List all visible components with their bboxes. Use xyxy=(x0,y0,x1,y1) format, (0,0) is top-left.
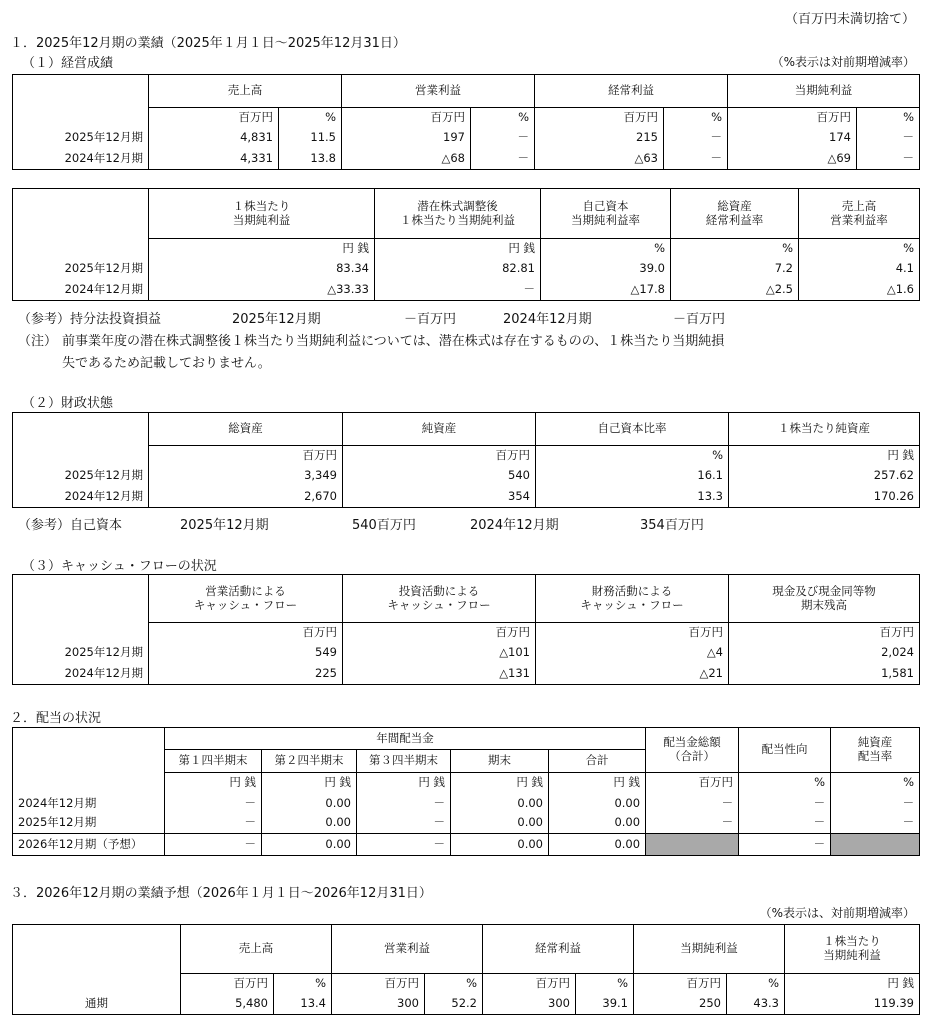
forecast-header: 経常利益 xyxy=(483,925,634,974)
value-cell: － xyxy=(831,814,920,834)
value-cell: 0.00 xyxy=(262,814,357,834)
financial-header: 総資産 xyxy=(149,413,343,446)
value-cell: 257.62 xyxy=(729,466,920,487)
value-cell: △17.8 xyxy=(541,280,671,301)
table-row xyxy=(13,280,920,301)
value-cell: 354 xyxy=(343,487,536,508)
value-cell: 4.1 xyxy=(799,259,920,280)
value-cell: 11.5 xyxy=(279,128,342,149)
dividend-sub-header: 合計 xyxy=(549,750,646,773)
row-label: 2025年12月期 xyxy=(13,643,149,664)
ref-period-1: 2025年12月期 xyxy=(232,312,321,327)
value-cell: 549 xyxy=(149,643,343,664)
financial-position-table xyxy=(12,412,920,508)
value-cell: － xyxy=(739,814,831,834)
value-cell: 540 xyxy=(343,466,536,487)
row-label: 2024年12月期 xyxy=(13,149,149,170)
per-share-header: 潜在株式調整後 １株当たり当期純利益 xyxy=(375,189,541,239)
dividend-corner xyxy=(13,728,165,794)
unit-cell: 百万円 xyxy=(332,974,425,994)
value-cell: 13.4 xyxy=(274,994,332,1015)
value-cell: △1.6 xyxy=(799,280,920,301)
value-cell: － xyxy=(357,794,451,814)
cash-flow-header: 投資活動による キャッシュ・フロー xyxy=(343,575,536,623)
per-share-corner xyxy=(13,189,149,259)
dividend-sub-header: 第３四半期末 xyxy=(357,750,451,773)
unit-cell: 百万円 xyxy=(729,623,920,643)
dividend-side-header: 配当性向 xyxy=(739,728,831,773)
unit-cell: 円 銭 xyxy=(262,773,357,794)
cash-flow-header: 営業活動による キャッシュ・フロー xyxy=(149,575,343,623)
section-2-title: ２．配当の状況 xyxy=(10,711,102,726)
section-3-title: ３．2026年12月期の業績予想（2026年１月１日～2026年12月31日） xyxy=(10,886,432,901)
unit-cell: % xyxy=(727,974,785,994)
unit-cell: 円 銭 xyxy=(451,773,549,794)
per-share-header: 売上高 営業利益率 xyxy=(799,189,920,239)
value-cell: △63 xyxy=(535,149,664,170)
value-cell: － xyxy=(664,149,728,170)
value-cell: △101 xyxy=(343,643,536,664)
cash-flow-corner xyxy=(13,575,149,643)
row-label: 2024年12月期 xyxy=(13,280,149,301)
value-cell: 2,024 xyxy=(729,643,920,664)
section-1-1-title: （１）経営成績 xyxy=(22,56,114,71)
unit-cell: % xyxy=(664,108,728,128)
ref-value-1: －百万円 xyxy=(404,312,457,327)
value-cell: 300 xyxy=(332,994,425,1015)
row-label: 2024年12月期 xyxy=(13,487,149,508)
table-row xyxy=(13,794,920,814)
value-cell: 0.00 xyxy=(549,834,646,856)
value-cell: － xyxy=(471,128,535,149)
financial-header: 純資産 xyxy=(343,413,536,446)
ref-value-2: 354百万円 xyxy=(640,518,704,533)
value-cell: △2.5 xyxy=(671,280,799,301)
row-label: 2025年12月期 xyxy=(13,814,165,834)
value-cell: 0.00 xyxy=(262,794,357,814)
value-cell: △33.33 xyxy=(149,280,375,301)
ref-value-2: －百万円 xyxy=(673,312,726,327)
value-cell: 170.26 xyxy=(729,487,920,508)
value-cell: 83.34 xyxy=(149,259,375,280)
per-share-header: 自己資本 当期純利益率 xyxy=(541,189,671,239)
note-text-line-2: 失であるため記載しておりません。 xyxy=(62,356,271,371)
value-cell: 43.3 xyxy=(727,994,785,1015)
value-cell: 16.1 xyxy=(536,466,729,487)
results-header: 経常利益 xyxy=(535,75,728,108)
dividend-side-header: 配当金総額 （合計） xyxy=(646,728,739,773)
unit-cell: 円 銭 xyxy=(785,974,920,994)
section-1-2-title: （２）財政状態 xyxy=(22,396,114,411)
unit-cell: % xyxy=(541,239,671,259)
unit-cell: % xyxy=(274,974,332,994)
financial-header: １株当たり純資産 xyxy=(729,413,920,446)
financial-header: 自己資本比率 xyxy=(536,413,729,446)
row-label: 2025年12月期 xyxy=(13,466,149,487)
unit-cell: 百万円 xyxy=(343,623,536,643)
ref-equity-method-label: （参考）持分法投資損益 xyxy=(18,312,162,327)
ref-period-2: 2024年12月期 xyxy=(470,518,559,533)
value-cell: 250 xyxy=(634,994,727,1015)
value-cell: 215 xyxy=(535,128,664,149)
value-cell: － xyxy=(739,794,831,814)
unit-cell: % xyxy=(425,974,483,994)
unit-cell: 円 銭 xyxy=(165,773,262,794)
value-cell: 4,331 xyxy=(149,149,279,170)
value-cell: － xyxy=(857,128,920,149)
forecast-header: 売上高 xyxy=(181,925,332,974)
table-row xyxy=(13,814,920,834)
value-cell: 3,349 xyxy=(149,466,343,487)
table-row xyxy=(13,834,920,856)
per-share-header: 総資産 経常利益率 xyxy=(671,189,799,239)
unit-cell: 百万円 xyxy=(149,623,343,643)
table-row xyxy=(13,466,920,487)
unit-cell: 円 銭 xyxy=(729,446,920,466)
section-1-3-title: （３）キャッシュ・フローの状況 xyxy=(22,559,217,574)
results-table xyxy=(12,74,920,170)
row-label: 2025年12月期 xyxy=(13,259,149,280)
unit-cell: % xyxy=(576,974,634,994)
row-label: 2024年12月期 xyxy=(13,664,149,685)
value-cell: △21 xyxy=(536,664,729,685)
value-cell: 13.8 xyxy=(279,149,342,170)
row-label: 2026年12月期（予想） xyxy=(13,834,165,856)
value-cell: 39.1 xyxy=(576,994,634,1015)
cash-flow-header: 現金及び現金同等物 期末残高 xyxy=(729,575,920,623)
unit-cell: 円 銭 xyxy=(149,239,375,259)
value-cell: △131 xyxy=(343,664,536,685)
value-cell: 5,480 xyxy=(181,994,274,1015)
per-share-table xyxy=(12,188,920,301)
note-label: （注） xyxy=(18,334,58,349)
table-row xyxy=(13,664,920,685)
dividend-sub-header: 第１四半期末 xyxy=(165,750,262,773)
unit-cell: 百万円 xyxy=(536,623,729,643)
section-3-note: （%表示は、対前期増減率） xyxy=(759,906,915,920)
unit-cell: 百万円 xyxy=(535,108,664,128)
table-row xyxy=(13,149,920,170)
unit-cell: 円 銭 xyxy=(375,239,541,259)
value-cell: 0.00 xyxy=(451,834,549,856)
value-cell: 0.00 xyxy=(451,794,549,814)
value-cell: △68 xyxy=(342,149,471,170)
value-cell: － xyxy=(375,280,541,301)
dividend-table xyxy=(12,727,920,856)
per-share-header: １株当たり 当期純利益 xyxy=(149,189,375,239)
value-cell: 0.00 xyxy=(451,814,549,834)
shaded-cell xyxy=(646,834,739,856)
unit-note: （百万円未満切捨て） xyxy=(784,12,915,27)
ref-period-1: 2025年12月期 xyxy=(180,518,269,533)
forecast-corner xyxy=(13,925,181,994)
value-cell: 119.39 xyxy=(785,994,920,1015)
shaded-cell xyxy=(831,834,920,856)
value-cell: 1,581 xyxy=(729,664,920,685)
value-cell: 225 xyxy=(149,664,343,685)
value-cell: △69 xyxy=(728,149,857,170)
unit-cell: 百万円 xyxy=(646,773,739,794)
value-cell: 52.2 xyxy=(425,994,483,1015)
value-cell: 0.00 xyxy=(549,794,646,814)
cash-flow-header: 財務活動による キャッシュ・フロー xyxy=(536,575,729,623)
value-cell: 197 xyxy=(342,128,471,149)
value-cell: － xyxy=(165,814,262,834)
unit-cell: 百万円 xyxy=(634,974,727,994)
value-cell: － xyxy=(831,794,920,814)
dividend-sub-header: 第２四半期末 xyxy=(262,750,357,773)
value-cell: － xyxy=(646,794,739,814)
unit-cell: 円 銭 xyxy=(549,773,646,794)
value-cell: － xyxy=(471,149,535,170)
value-cell: － xyxy=(165,794,262,814)
unit-cell: % xyxy=(857,108,920,128)
results-header: 売上高 xyxy=(149,75,342,108)
results-corner xyxy=(13,75,149,128)
unit-cell: % xyxy=(739,773,831,794)
row-label: 2024年12月期 xyxy=(13,794,165,814)
unit-cell: 百万円 xyxy=(483,974,576,994)
forecast-table xyxy=(12,924,920,1015)
unit-cell: 百万円 xyxy=(342,108,471,128)
table-row xyxy=(13,643,920,664)
ref-period-2: 2024年12月期 xyxy=(503,312,592,327)
row-label: 通期 xyxy=(13,994,181,1015)
forecast-header: １株当たり 当期純利益 xyxy=(785,925,920,974)
value-cell: 13.3 xyxy=(536,487,729,508)
unit-cell: 百万円 xyxy=(728,108,857,128)
unit-cell: 百万円 xyxy=(149,446,343,466)
value-cell: － xyxy=(165,834,262,856)
table-row xyxy=(13,994,920,1015)
section-1-1-note: （%表示は対前期増減率） xyxy=(771,55,915,69)
value-cell: △4 xyxy=(536,643,729,664)
value-cell: 7.2 xyxy=(671,259,799,280)
unit-cell: % xyxy=(536,446,729,466)
unit-cell: % xyxy=(671,239,799,259)
annual-dividend-header: 年間配当金 xyxy=(165,728,646,750)
forecast-header: 営業利益 xyxy=(332,925,483,974)
ref-equity-label: （参考）自己資本 xyxy=(18,518,123,533)
unit-cell: % xyxy=(471,108,535,128)
row-label: 2025年12月期 xyxy=(13,128,149,149)
value-cell: 2,670 xyxy=(149,487,343,508)
unit-cell: % xyxy=(831,773,920,794)
value-cell: － xyxy=(357,834,451,856)
value-cell: － xyxy=(739,834,831,856)
dividend-sub-header: 期末 xyxy=(451,750,549,773)
results-header: 当期純利益 xyxy=(728,75,920,108)
value-cell: 0.00 xyxy=(262,834,357,856)
value-cell: － xyxy=(357,814,451,834)
value-cell: － xyxy=(664,128,728,149)
value-cell: 82.81 xyxy=(375,259,541,280)
value-cell: 0.00 xyxy=(549,814,646,834)
unit-cell: % xyxy=(279,108,342,128)
value-cell: － xyxy=(857,149,920,170)
value-cell: 39.0 xyxy=(541,259,671,280)
cash-flow-table xyxy=(12,574,920,685)
dividend-side-header: 純資産 配当率 xyxy=(831,728,920,773)
note-text-line-1: 前事業年度の潜在株式調整後１株当たり当期純利益については、潜在株式は存在するものの、１株当たり当期純損 xyxy=(62,334,725,349)
ref-value-1: 540百万円 xyxy=(352,518,416,533)
value-cell: － xyxy=(646,814,739,834)
financial-corner xyxy=(13,413,149,466)
unit-cell: % xyxy=(799,239,920,259)
value-cell: 4,831 xyxy=(149,128,279,149)
unit-cell: 円 銭 xyxy=(357,773,451,794)
table-row xyxy=(13,487,920,508)
table-row xyxy=(13,128,920,149)
unit-cell: 百万円 xyxy=(181,974,274,994)
forecast-header: 当期純利益 xyxy=(634,925,785,974)
results-header: 営業利益 xyxy=(342,75,535,108)
unit-cell: 百万円 xyxy=(343,446,536,466)
value-cell: 174 xyxy=(728,128,857,149)
table-row xyxy=(13,259,920,280)
section-1-title: １．2025年12月期の業績（2025年１月１日～2025年12月31日） xyxy=(10,36,406,51)
unit-cell: 百万円 xyxy=(149,108,279,128)
value-cell: 300 xyxy=(483,994,576,1015)
